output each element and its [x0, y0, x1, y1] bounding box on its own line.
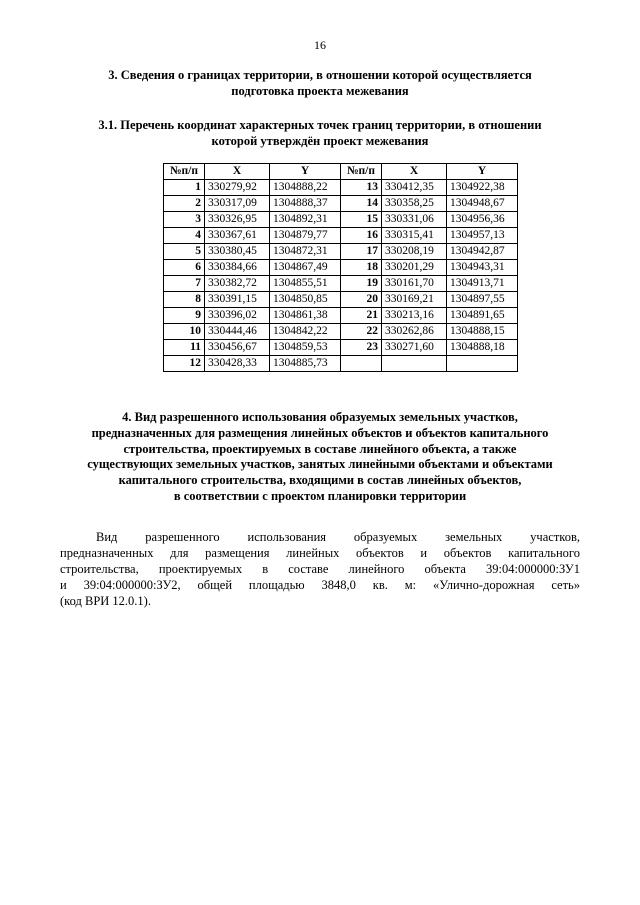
header-number-2: №п/п [341, 164, 382, 180]
table-row [164, 228, 518, 244]
cell-x-value: 330317,09 [205, 196, 270, 212]
cell-y-value: 1304855,51 [270, 276, 341, 292]
cell-y-value: 1304879,77 [270, 228, 341, 244]
table-row [164, 324, 518, 340]
cell-point-number: 2 [164, 196, 205, 212]
paragraph-line: строительства, проектируемых в составе линейного объекта 39:04:000000:ЗУ1 [60, 562, 580, 576]
cell-point-number: 10 [164, 324, 205, 340]
cell-x-value: 330444,46 [205, 324, 270, 340]
paragraph-line: и 39:04:000000:ЗУ2, общей площадью 3848,0 кв. м: «Улично-дорожная сеть» [60, 578, 580, 592]
table-row [164, 356, 518, 372]
cell-x-value: 330201,29 [382, 260, 447, 276]
cell-y-value: 1304888,18 [447, 340, 518, 356]
header-x: X [205, 164, 270, 180]
cell-x-value: 330380,45 [205, 244, 270, 260]
cell-y-value: 1304942,87 [447, 244, 518, 260]
cell-point-number: 4 [164, 228, 205, 244]
header-number: №п/п [164, 164, 205, 180]
cell-x-value: 330326,95 [205, 212, 270, 228]
cell-point-number: 12 [164, 356, 205, 372]
cell-x-value: 330331,06 [382, 212, 447, 228]
cell-x-value: 330412,35 [382, 180, 447, 196]
cell-x-value: 330208,19 [382, 244, 447, 260]
paragraph-line: (код ВРИ 12.0.1). [60, 594, 151, 608]
header-y-2: Y [447, 164, 518, 180]
cell-x-value: 330169,21 [382, 292, 447, 308]
cell-x-value: 330382,72 [205, 276, 270, 292]
table-body [164, 180, 518, 372]
cell-y-value: 1304867,49 [270, 260, 341, 276]
cell-point-number: 23 [341, 340, 382, 356]
table-row [164, 212, 518, 228]
header-x-2: X [382, 164, 447, 180]
cell-point-number: 16 [341, 228, 382, 244]
cell-point-number: 5 [164, 244, 205, 260]
section-4-heading-line: предназначенных для размещения линейных объектов и объектов капитального [91, 425, 549, 440]
cell-point-number: 14 [341, 196, 382, 212]
cell-x-value: 330315,41 [382, 228, 447, 244]
section-4-heading-line: капитального строительства, входящими в состав линейных объектов, [118, 473, 522, 488]
section-3-heading-line: подготовка проекта межевания [231, 84, 409, 98]
cell-x-value: 330262,86 [382, 324, 447, 340]
coordinates-table [163, 163, 518, 372]
cell-point-number: 8 [164, 292, 205, 308]
cell-x-value: 330396,02 [205, 308, 270, 324]
cell-y-value: 1304943,31 [447, 260, 518, 276]
page-number: 16 [314, 38, 326, 52]
cell-y-value [447, 356, 518, 372]
paragraph-line: Вид разрешенного использования образуемых земельных участков, [96, 530, 580, 544]
cell-point-number: 20 [341, 292, 382, 308]
cell-x-value: 330271,60 [382, 340, 447, 356]
cell-y-value: 1304897,55 [447, 292, 518, 308]
paragraph-line: предназначенных для размещения линейных объектов и объектов капитального [60, 546, 580, 560]
cell-point-number: 17 [341, 244, 382, 260]
cell-y-value: 1304956,36 [447, 212, 518, 228]
cell-y-value: 1304892,31 [270, 212, 341, 228]
cell-x-value: 330384,66 [205, 260, 270, 276]
cell-x-value: 330391,15 [205, 292, 270, 308]
cell-y-value: 1304957,13 [447, 228, 518, 244]
cell-point-number: 6 [164, 260, 205, 276]
cell-y-value: 1304922,38 [447, 180, 518, 196]
table-row [164, 260, 518, 276]
cell-y-value: 1304948,67 [447, 196, 518, 212]
cell-x-value: 330367,61 [205, 228, 270, 244]
cell-x-value: 330213,16 [382, 308, 447, 324]
cell-y-value: 1304850,85 [270, 292, 341, 308]
cell-x-value: 330279,92 [205, 180, 270, 196]
cell-x-value: 330358,25 [382, 196, 447, 212]
cell-y-value: 1304891,65 [447, 308, 518, 324]
section-4-heading-line: существующих земельных участков, занятых линейными объектами и объектами [87, 457, 553, 472]
table-row [164, 340, 518, 356]
cell-point-number: 1 [164, 180, 205, 196]
cell-point-number: 9 [164, 308, 205, 324]
cell-x-value: 330428,33 [205, 356, 270, 372]
cell-point-number: 7 [164, 276, 205, 292]
cell-point-number: 15 [341, 212, 382, 228]
cell-y-value: 1304842,22 [270, 324, 341, 340]
section-4-heading-line: в соответствии с проектом планировки территории [173, 488, 467, 503]
cell-point-number: 11 [164, 340, 205, 356]
table-row [164, 244, 518, 260]
cell-x-value: 330456,67 [205, 340, 270, 356]
cell-point-number: 18 [341, 260, 382, 276]
cell-point-number: 21 [341, 308, 382, 324]
cell-y-value: 1304888,15 [447, 324, 518, 340]
cell-y-value: 1304872,31 [270, 244, 341, 260]
section-3-1-heading [60, 117, 580, 149]
cell-point-number: 3 [164, 212, 205, 228]
cell-y-value: 1304888,22 [270, 180, 341, 196]
table-row [164, 276, 518, 292]
header-y: Y [270, 164, 341, 180]
cell-point-number: 13 [341, 180, 382, 196]
cell-y-value: 1304885,73 [270, 356, 341, 372]
cell-y-value: 1304913,71 [447, 276, 518, 292]
section-4-heading [60, 410, 580, 505]
section-3-heading-line: 3. Сведения о границах территории, в отношении которой осуществляется [108, 68, 532, 82]
table-row [164, 196, 518, 212]
section-4-heading-line: 4. Вид разрешенного использования образуемых земельных участков, [122, 410, 518, 424]
section-3-1-heading-line: которой утверждён проект межевания [211, 134, 429, 148]
body-paragraph [60, 529, 580, 609]
table-row [164, 308, 518, 324]
cell-point-number [341, 356, 382, 372]
cell-y-value: 1304888,37 [270, 196, 341, 212]
cell-y-value: 1304861,38 [270, 308, 341, 324]
cell-y-value: 1304859,53 [270, 340, 341, 356]
cell-x-value: 330161,70 [382, 276, 447, 292]
cell-x-value [382, 356, 447, 372]
section-4-heading-line: строительства, проектируемых в составе линейного объекта, а также [123, 441, 517, 456]
section-3-heading [60, 67, 580, 99]
cell-point-number: 19 [341, 276, 382, 292]
cell-point-number: 22 [341, 324, 382, 340]
table-row [164, 180, 518, 196]
section-3-1-heading-line: 3.1. Перечень координат характерных точек границ территории, в отношении [98, 118, 542, 132]
table-row [164, 292, 518, 308]
table-header-row [164, 164, 518, 180]
